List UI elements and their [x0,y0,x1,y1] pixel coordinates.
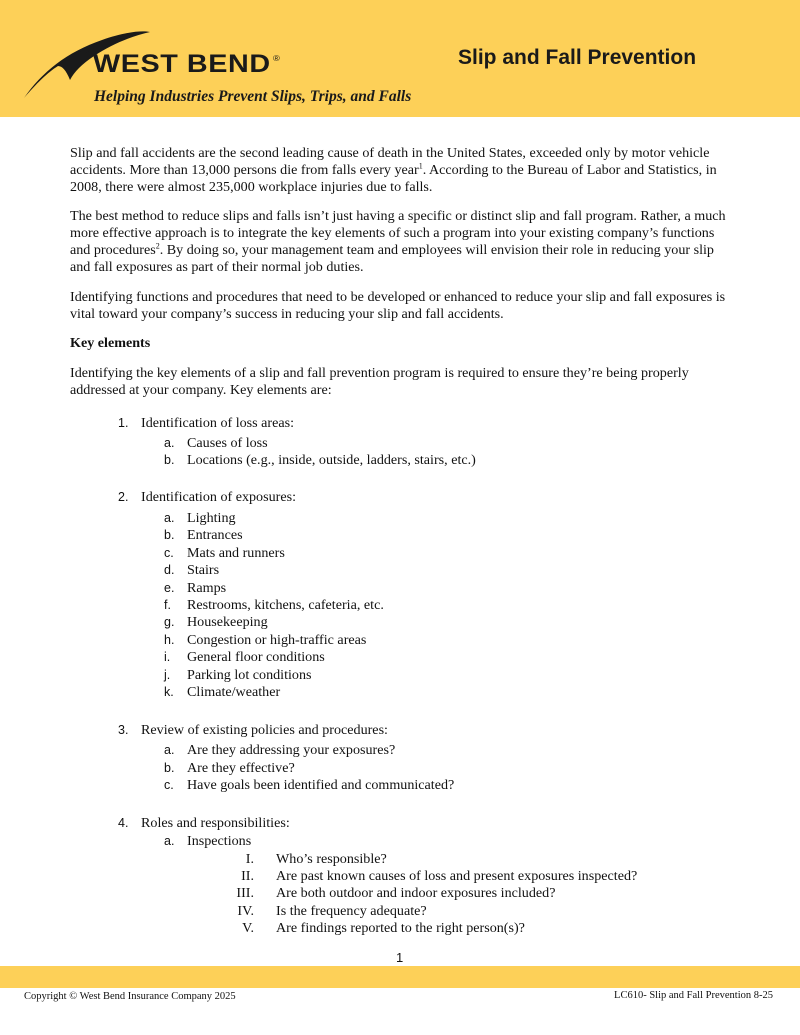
page-number: 1 [396,950,404,965]
sub-item: b. Entrances [164,527,243,543]
roman-marker: I. [245,851,254,867]
sub-item: a. Are they addressing your exposures? [164,742,396,758]
paragraph-intro-3: Identifying functions and procedures that need to be developed or enhanced to reduce your slip and fall exposures is vital toward your company’s success in reducing your slip and fall accidents. [70,289,726,322]
sub-item: e. Ramps [164,580,227,596]
sub-item: c. Mats and runners [164,545,285,561]
list-item-4: 4. Roles and responsibilities: [118,815,290,831]
sub-item: k. Climate/weather [164,684,281,700]
sub-item: c. Have goals been identified and communicated? [164,777,455,793]
sub-item: i. General floor conditions [164,649,325,665]
roman-sub-item: Are findings reported to the right person(s)? [276,920,525,936]
paragraph-key-elements: Identifying the key elements of a slip and fall prevention program is required to ensure they’re being properly addressed at your company. Key elements are: [70,365,689,398]
footnote-ref: 2 [155,241,160,251]
roman-marker: IV. [237,903,254,919]
roman-sub-item: Is the frequency adequate? [276,903,427,919]
roman-marker: II. [241,868,254,884]
list-item-3: 3. Review of existing policies and procedures: [118,722,388,738]
paragraph-intro-2: The best method to reduce slips and falls isn’t just having a specific or distinct slip and fall program. Rather, a much more effective approach is to integrate the key elements of such a program into your existing company’s functions and procedures$^2$. By doing so, your management team and employees will envision their role in reducing your slip and fall exposures as part of their normal job duties. [70,208,726,275]
sub-item: a. Lighting [164,510,236,526]
sub-item: a. Inspections [164,833,252,849]
sub-item: h. Congestion or high-traffic areas [164,632,367,648]
roman-sub-item: Who’s responsible? [276,851,387,867]
roman-sub-item: Are past known causes of loss and present exposures inspected? [276,868,638,884]
roman-marker: III. [236,885,254,901]
roman-sub-item: Are both outdoor and indoor exposures included? [276,885,556,901]
sub-item: d. Stairs [164,562,220,578]
copyright-text: Copyright © West Bend Insurance Company 2025 [24,991,236,1002]
section-heading: Key elements [70,335,151,351]
form-code: LC610- Slip and Fall Prevention 8-25 [614,990,773,1001]
sub-item: b. Locations (e.g., inside, outside, ladders, stairs, etc.) [164,452,476,468]
footnote-ref: 1 [418,161,423,171]
header-band [0,0,800,117]
document-title: Slip and Fall Prevention [458,46,697,69]
sub-item: b. Are they effective? [164,760,295,776]
list-item-2: 2. Identification of exposures: [118,489,296,505]
footer-band [0,966,800,988]
sub-item: a. Causes of loss [164,435,268,451]
sub-item: g. Housekeeping [164,614,268,630]
sub-item: j. Parking lot conditions [164,667,312,683]
list-item-1: 1. Identification of loss areas: [118,415,295,431]
brand-tagline: Helping Industries Prevent Slips, Trips, and Falls [94,88,412,105]
roman-marker: V. [242,920,254,936]
paragraph-intro-1: Slip and fall accidents are the second leading cause of death in the United States, exceeded only by motor vehicle accidents. More than 13,000 persons die from falls every year$^1$. According to the Bureau of Labor and Statistics, in 2008, there were almost 235,000 workplace injuries due to falls. [70,145,717,195]
brand-logo-text: WEST BEND ® [93,50,281,78]
sub-item: f. Restrooms, kitchens, cafeteria, etc. [164,597,384,613]
